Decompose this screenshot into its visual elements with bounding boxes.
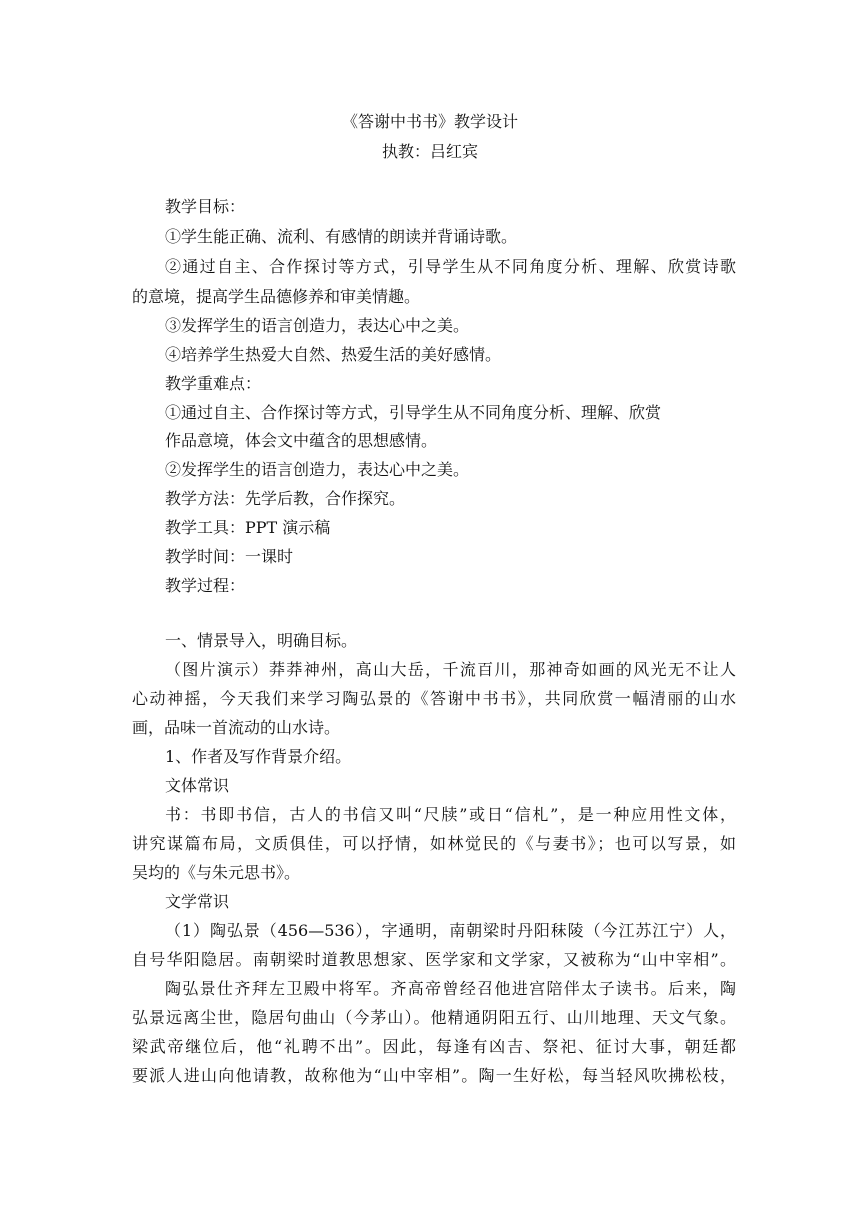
genre-paragraph-line-3: 吴均的《与朱元思书》。 bbox=[132, 863, 301, 882]
teaching-method: 教学方法：先学后教，合作探究。 bbox=[165, 489, 406, 508]
key-point-1-line-1: ①通过自主、合作探讨等方式，引导学生从不同角度分析、理解、欣赏 bbox=[165, 403, 662, 422]
objective-1: ①学生能正确、流利、有感情的朗读并背诵诗歌。 bbox=[165, 227, 518, 246]
intro-paragraph-line-1: （图片演示）莽莽神州，高山大岳，千流百川，那神奇如画的风光无不让人 bbox=[165, 660, 736, 679]
objective-2-line-1: ②通过自主、合作探讨等方式，引导学生从不同角度分析、理解、欣赏诗歌 bbox=[165, 257, 736, 276]
section-heading-objectives: 教学目标： bbox=[165, 197, 246, 216]
biography-paragraph-line-3: 梁武帝继位后，他“礼聘不出”。因此，每逢有凶吉、祭祀、征讨大事，朝廷都 bbox=[132, 1037, 736, 1056]
subheading-genre: 文体常识 bbox=[165, 776, 230, 795]
document-title: 《答谢中书书》教学设计 bbox=[341, 112, 518, 131]
biography-paragraph-line-4: 要派人进山向他请教，故称他为“山中宰相”。陶一生好松，每当轻风吹拂松枝， bbox=[132, 1066, 736, 1085]
genre-paragraph-line-1: 书：书即书信，古人的书信又叫“尺牍”或日“信札”，是一种应用性文体， bbox=[165, 805, 736, 824]
objective-2-line-2: 的意境，提高学生品德修养和审美情趣。 bbox=[132, 287, 421, 306]
biography-paragraph-line-2: 弘景远离尘世，隐居句曲山（今茅山）。他精通阴阳五行、山川地理、天文气象。 bbox=[132, 1008, 736, 1027]
biography-paragraph-line-1: 陶弘景仕齐拜左卫殿中将军。齐高帝曾经召他进宫陪伴太子读书。后来，陶 bbox=[165, 979, 736, 998]
literature-paragraph-line-1: （1）陶弘景（456—536），字通明，南朝梁时丹阳秣陵（今江苏江宁）人， bbox=[165, 921, 736, 940]
intro-paragraph-line-3: 画，品味一首流动的山水诗。 bbox=[132, 718, 341, 737]
objective-3: ③发挥学生的语言创造力，表达心中之美。 bbox=[165, 316, 470, 335]
subsection-author-background: 1、作者及写作背景介绍。 bbox=[165, 747, 352, 766]
key-point-1-line-2: 作品意境，体会文中蕴含的思想感情。 bbox=[165, 431, 438, 450]
teaching-tools: 教学工具：PPT 演示稿 bbox=[165, 518, 331, 537]
genre-paragraph-line-2: 讲究谋篇布局，文质俱佳，可以抒情，如林觉民的《与妻书》；也可以写景，如 bbox=[132, 834, 736, 853]
subheading-literature: 文学常识 bbox=[165, 892, 230, 911]
teaching-time: 教学时间：一课时 bbox=[165, 547, 294, 566]
intro-paragraph-line-2: 心动神摇，今天我们来学习陶弘景的《答谢中书书》，共同欣赏一幅清丽的山水 bbox=[132, 689, 736, 708]
key-point-2: ②发挥学生的语言创造力，表达心中之美。 bbox=[165, 460, 470, 479]
step-1-heading: 一、情景导入，明确目标。 bbox=[165, 631, 358, 650]
objective-4: ④培养学生热爱大自然、热爱生活的美好感情。 bbox=[165, 345, 502, 364]
literature-paragraph-line-2: 自号华阳隐居。南朝梁时道教思想家、医学家和文学家，又被称为“山中宰相”。 bbox=[132, 950, 736, 969]
section-heading-process: 教学过程： bbox=[165, 576, 246, 595]
document-author: 执教：吕红宾 bbox=[381, 142, 478, 161]
section-heading-key-points: 教学重难点： bbox=[165, 374, 262, 393]
